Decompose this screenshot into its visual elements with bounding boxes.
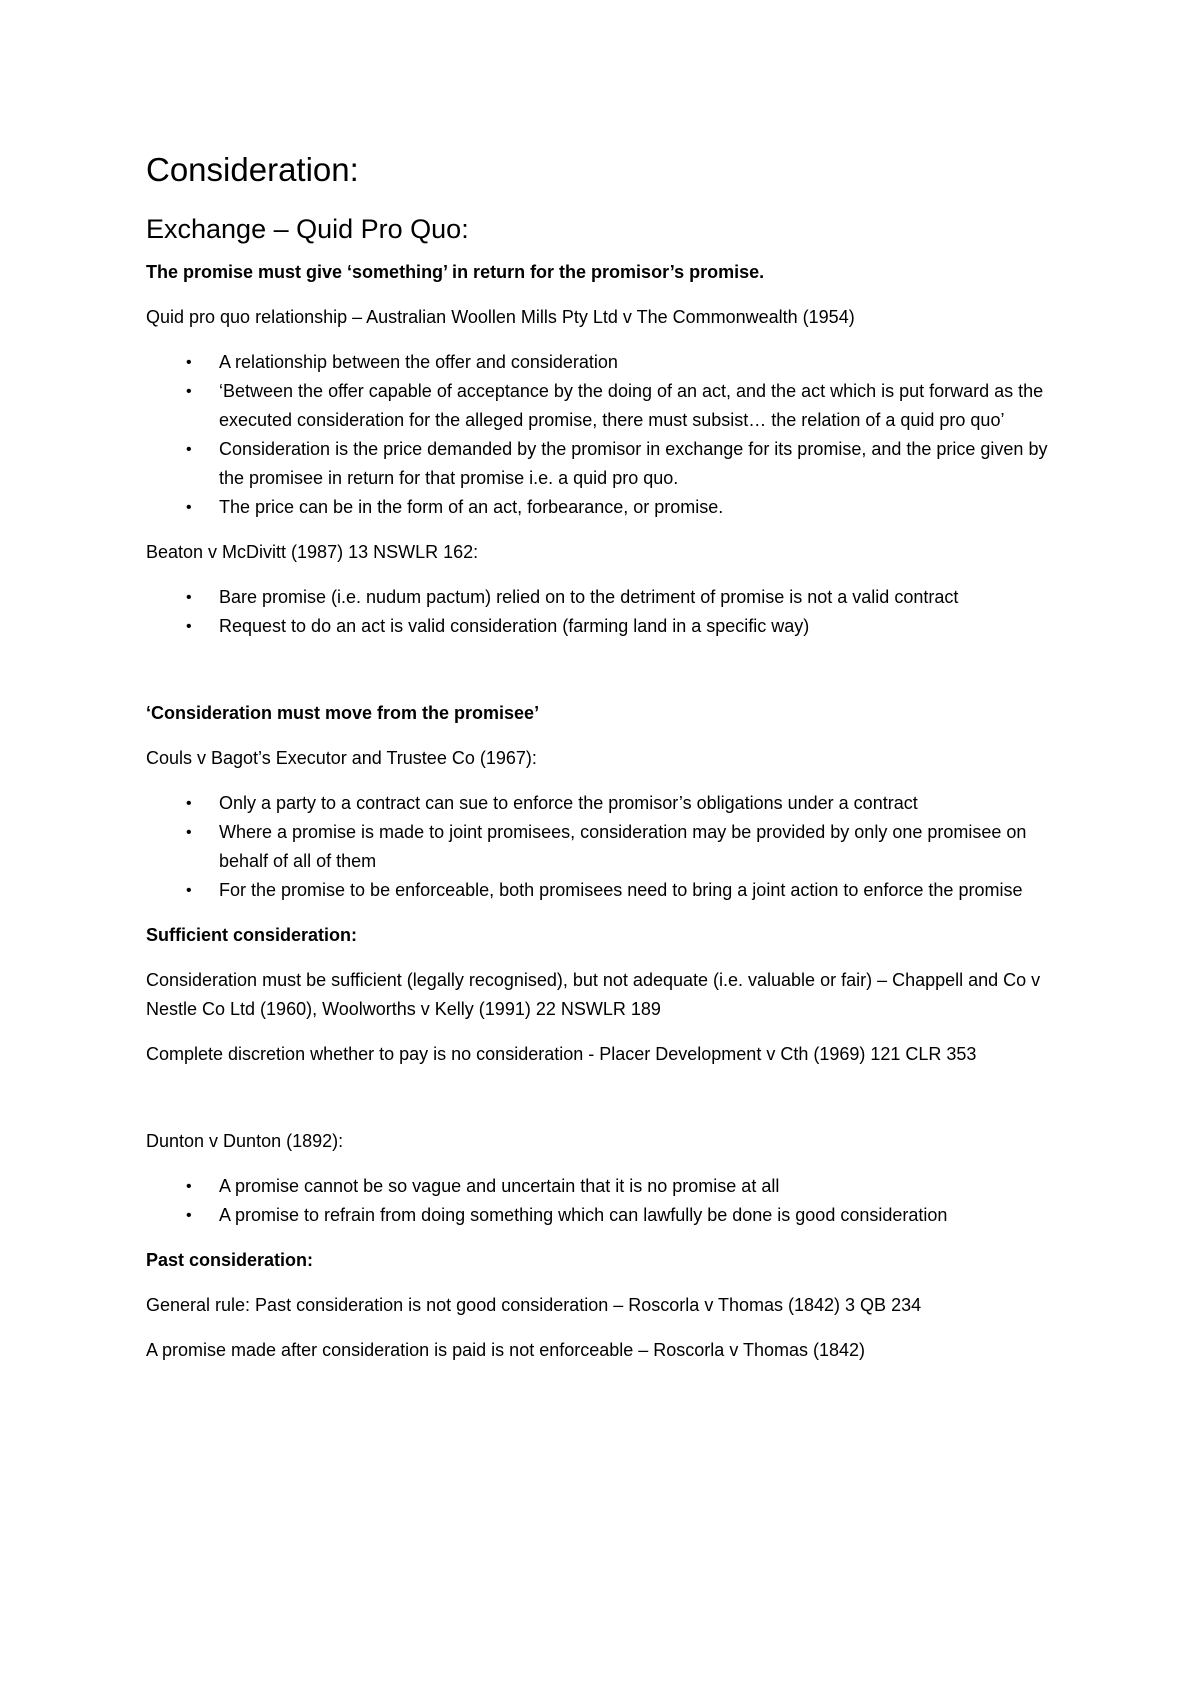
past-paragraph-1: General rule: Past consideration is not good consideration – Roscorla v Thomas (1842) 3 QB 234 xyxy=(146,1295,922,1315)
spacer xyxy=(146,1085,1066,1127)
quid-pro-quo-list xyxy=(146,348,1066,522)
list-item-text: Where a promise is made to joint promisees, consideration may be provided by only one promisee on behalf of all of them xyxy=(219,822,1027,871)
list-item-text: A promise cannot be so vague and uncertain that it is no promise at all xyxy=(219,1176,780,1196)
dunton-list xyxy=(146,1172,1066,1230)
list-item xyxy=(146,612,1066,641)
beaton-heading: Beaton v McDivitt (1987) 13 NSWLR 162: xyxy=(146,542,479,562)
quid-pro-quo-heading: Quid pro quo relationship – Australian Woollen Mills Pty Ltd v The Commonwealth (1954) xyxy=(146,307,855,327)
bullet-icon: • xyxy=(186,1178,192,1195)
bullet-icon: • xyxy=(186,499,192,516)
list-item xyxy=(146,493,1066,522)
sufficient-paragraph-2: Complete discretion whether to pay is no consideration - Placer Development v Cth (1969) 121 CLR 353 xyxy=(146,1044,977,1064)
list-item-text: ‘Between the offer capable of acceptance by the doing of an act, and the act which is put forward as the executed consideration for the alleged promise, there must subsist… the relation of a quid pro quo’ xyxy=(219,381,1044,430)
past-paragraph-2: A promise made after consideration is paid is not enforceable – Roscorla v Thomas (1842) xyxy=(146,1340,866,1360)
bullet-icon: • xyxy=(186,383,192,400)
list-item xyxy=(146,818,1066,876)
sufficient-heading: Sufficient consideration: xyxy=(146,925,358,945)
bullet-icon: • xyxy=(186,441,192,458)
list-item xyxy=(146,789,1066,818)
bullet-icon: • xyxy=(186,618,192,635)
list-item-text: Only a party to a contract can sue to enforce the promisor’s obligations under a contract xyxy=(219,793,918,813)
list-item-text: Bare promise (i.e. nudum pactum) relied on to the detriment of promise is not a valid contract xyxy=(219,587,959,607)
couls-list xyxy=(146,789,1066,905)
move-from-promisee-heading: ‘Consideration must move from the promisee’ xyxy=(146,703,540,723)
list-item xyxy=(146,348,1066,377)
bullet-icon: • xyxy=(186,1207,192,1224)
spacer xyxy=(146,657,1066,699)
list-item xyxy=(146,1201,1066,1230)
list-item-text: A promise to refrain from doing something which can lawfully be done is good consideration xyxy=(219,1205,948,1225)
list-item-text: Consideration is the price demanded by the promisor in exchange for its promise, and the price given by the promisee in return for that promise i.e. a quid pro quo. xyxy=(219,439,1048,488)
list-item xyxy=(146,876,1066,905)
list-item xyxy=(146,583,1066,612)
bullet-icon: • xyxy=(186,795,192,812)
list-item xyxy=(146,377,1066,435)
bullet-icon: • xyxy=(186,882,192,899)
couls-heading: Couls v Bagot’s Executor and Trustee Co (1967): xyxy=(146,748,537,768)
list-item-text: The price can be in the form of an act, forbearance, or promise. xyxy=(219,497,724,517)
bullet-icon: • xyxy=(186,354,192,371)
intro-rule: The promise must give ‘something’ in return for the promisor’s promise. xyxy=(146,262,765,282)
past-heading: Past consideration: xyxy=(146,1250,314,1270)
sufficient-paragraph-1: Consideration must be sufficient (legally recognised), but not adequate (i.e. valuable or fair) – Chappell and Co v Nestle Co Ltd (1960), Woolworths v Kelly (1991) 22 NSWLR 189 xyxy=(146,970,1041,1019)
section-heading-exchange: Exchange – Quid Pro Quo: xyxy=(146,214,469,244)
list-item xyxy=(146,1172,1066,1201)
page-title: Consideration: xyxy=(146,151,359,188)
document-page xyxy=(146,150,1066,1381)
bullet-icon: • xyxy=(186,824,192,841)
list-item xyxy=(146,435,1066,493)
list-item-text: Request to do an act is valid consideration (farming land in a specific way) xyxy=(219,616,810,636)
beaton-list xyxy=(146,583,1066,641)
list-item-text: For the promise to be enforceable, both promisees need to bring a joint action to enforce the promise xyxy=(219,880,1023,900)
bullet-icon: • xyxy=(186,589,192,606)
list-item-text: A relationship between the offer and consideration xyxy=(219,352,618,372)
dunton-heading: Dunton v Dunton (1892): xyxy=(146,1131,344,1151)
